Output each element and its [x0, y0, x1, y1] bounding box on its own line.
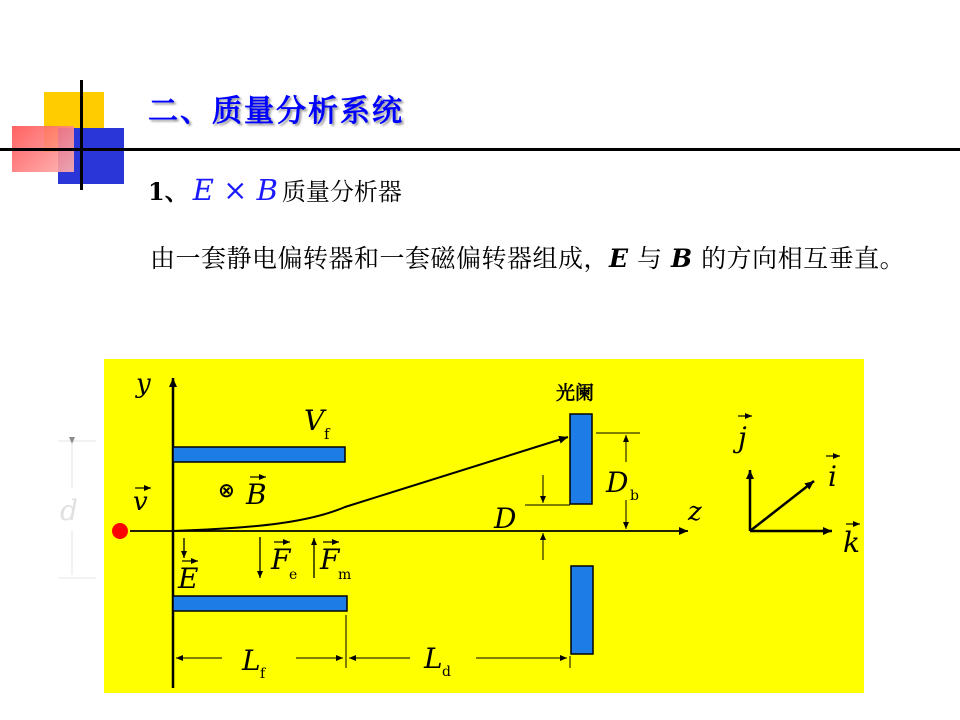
aperture-upper-slit: [570, 414, 592, 504]
vf-label: V: [304, 404, 325, 437]
i-label: i: [828, 460, 837, 493]
vf-subscript: f: [324, 425, 330, 443]
ld-label: L: [424, 642, 443, 675]
fm-label: F: [320, 543, 340, 576]
fe-label: F: [271, 543, 291, 576]
z-axis-label: z: [688, 497, 702, 527]
page-title: 二、质量分析系统: [148, 94, 404, 129]
paragraph-part1: 由一套静电偏转器和一套磁偏转器组成，: [150, 244, 610, 273]
y-axis-label: y: [136, 369, 151, 399]
k-label: k: [843, 526, 860, 559]
fe-subscript: e: [289, 567, 298, 583]
b-field-label: B: [246, 478, 267, 511]
paragraph-b-symbol: B: [670, 244, 693, 273]
db-label: D: [606, 466, 629, 499]
aperture-label: 光阑: [556, 382, 595, 404]
paragraph-part2: 与: [628, 244, 671, 273]
subtitle-formula: E × B: [192, 173, 278, 207]
db-subscript: b: [630, 488, 639, 504]
lf-label: L: [242, 644, 261, 677]
ld-subscript: d: [442, 664, 451, 680]
upper-deflector-plate: [173, 447, 345, 462]
subtitle-number: 1、: [148, 177, 189, 206]
fm-subscript: m: [338, 567, 352, 583]
d-offset-label: D: [494, 502, 517, 535]
ion-particle: [112, 523, 128, 539]
b-into-page-symbol: ⊗: [218, 478, 235, 502]
d-dimension: [58, 441, 96, 578]
lower-deflector-plate: [173, 596, 347, 611]
j-label: j: [738, 421, 747, 454]
aperture-lower-slit: [571, 566, 593, 654]
subtitle-text: 质量分析器: [281, 178, 402, 206]
lf-subscript: f: [260, 666, 266, 682]
d-label: d: [60, 494, 78, 527]
paragraph-part3: 的方向相互垂直。: [692, 244, 906, 273]
e-field-label: E: [178, 562, 199, 595]
velocity-label: v: [133, 487, 148, 517]
paragraph-e-symbol: E: [609, 244, 629, 273]
